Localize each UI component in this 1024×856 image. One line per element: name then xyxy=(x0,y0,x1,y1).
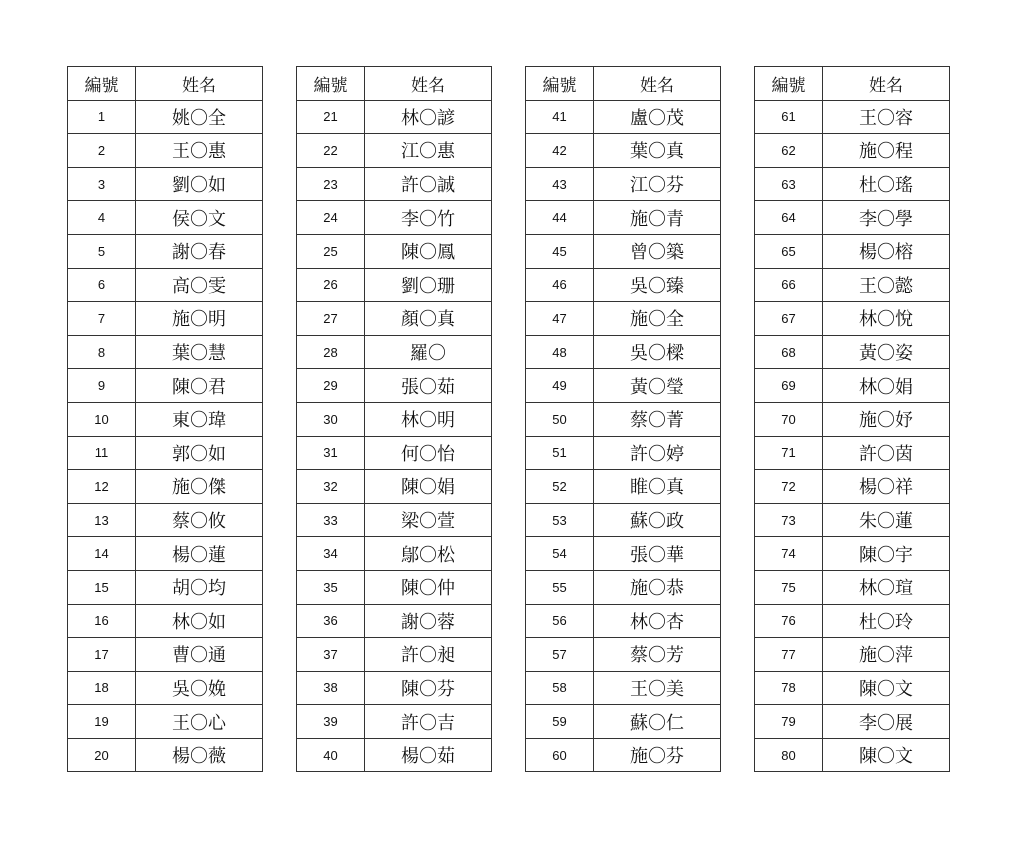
row-name: 張〇華 xyxy=(594,537,721,571)
row-number: 12 xyxy=(68,470,136,504)
row-name: 曹〇通 xyxy=(136,638,263,672)
row-number: 69 xyxy=(755,369,823,403)
table-row xyxy=(68,402,263,436)
row-number: 67 xyxy=(755,302,823,336)
table-row xyxy=(297,234,492,268)
row-name: 陳〇鳳 xyxy=(365,234,492,268)
row-name: 林〇諺 xyxy=(365,100,492,134)
row-number: 80 xyxy=(755,738,823,772)
table-row xyxy=(68,738,263,772)
table-row xyxy=(526,201,721,235)
row-name: 許〇婷 xyxy=(594,436,721,470)
row-name: 梁〇萱 xyxy=(365,503,492,537)
row-name: 陳〇文 xyxy=(823,671,950,705)
row-number: 20 xyxy=(68,738,136,772)
table-row xyxy=(297,705,492,739)
row-number: 8 xyxy=(68,335,136,369)
table-row xyxy=(297,402,492,436)
row-number: 24 xyxy=(297,201,365,235)
table-row xyxy=(68,302,263,336)
row-name: 李〇竹 xyxy=(365,201,492,235)
row-number: 71 xyxy=(755,436,823,470)
row-name: 黃〇姿 xyxy=(823,335,950,369)
row-name: 楊〇蓮 xyxy=(136,537,263,571)
row-name: 楊〇榕 xyxy=(823,234,950,268)
table-row xyxy=(526,436,721,470)
row-number: 7 xyxy=(68,302,136,336)
header-number: 編號 xyxy=(526,67,594,101)
row-number: 17 xyxy=(68,638,136,672)
row-number: 19 xyxy=(68,705,136,739)
row-name: 陳〇仲 xyxy=(365,570,492,604)
row-number: 37 xyxy=(297,638,365,672)
row-number: 59 xyxy=(526,705,594,739)
row-number: 52 xyxy=(526,470,594,504)
row-name: 王〇美 xyxy=(594,671,721,705)
table-row xyxy=(297,167,492,201)
row-number: 55 xyxy=(526,570,594,604)
row-name: 許〇昶 xyxy=(365,638,492,672)
row-name: 盧〇茂 xyxy=(594,100,721,134)
row-number: 10 xyxy=(68,402,136,436)
row-name: 蘇〇政 xyxy=(594,503,721,537)
row-number: 53 xyxy=(526,503,594,537)
table-row xyxy=(755,570,950,604)
table-row xyxy=(526,134,721,168)
row-name: 林〇明 xyxy=(365,402,492,436)
row-number: 45 xyxy=(526,234,594,268)
table-row xyxy=(68,335,263,369)
table-row xyxy=(68,436,263,470)
table-row xyxy=(755,369,950,403)
table-row xyxy=(526,100,721,134)
row-number: 6 xyxy=(68,268,136,302)
table-row xyxy=(755,134,950,168)
table-header-row xyxy=(755,67,950,101)
row-number: 36 xyxy=(297,604,365,638)
row-name: 蔡〇芳 xyxy=(594,638,721,672)
table-row xyxy=(526,705,721,739)
row-number: 41 xyxy=(526,100,594,134)
row-number: 27 xyxy=(297,302,365,336)
row-name: 劉〇珊 xyxy=(365,268,492,302)
row-name: 胡〇均 xyxy=(136,570,263,604)
table-row xyxy=(526,302,721,336)
row-name: 王〇惠 xyxy=(136,134,263,168)
row-number: 44 xyxy=(526,201,594,235)
roster-table-4 xyxy=(754,66,950,772)
row-name: 顏〇真 xyxy=(365,302,492,336)
table-row xyxy=(297,738,492,772)
table-row xyxy=(526,604,721,638)
table-row xyxy=(526,503,721,537)
row-name: 姚〇全 xyxy=(136,100,263,134)
table-row xyxy=(755,335,950,369)
row-name: 施〇恭 xyxy=(594,570,721,604)
row-name: 施〇芬 xyxy=(594,738,721,772)
table-row xyxy=(68,570,263,604)
table-row xyxy=(755,302,950,336)
table-row xyxy=(68,100,263,134)
row-number: 46 xyxy=(526,268,594,302)
table-row xyxy=(297,335,492,369)
row-name: 施〇全 xyxy=(594,302,721,336)
table-row xyxy=(755,167,950,201)
row-name: 楊〇薇 xyxy=(136,738,263,772)
row-number: 61 xyxy=(755,100,823,134)
row-name: 杜〇瑤 xyxy=(823,167,950,201)
table-row xyxy=(755,268,950,302)
table-row xyxy=(297,503,492,537)
table-row xyxy=(68,134,263,168)
table-header-row xyxy=(68,67,263,101)
table-row xyxy=(297,470,492,504)
table-row xyxy=(297,671,492,705)
row-number: 79 xyxy=(755,705,823,739)
row-name: 林〇杏 xyxy=(594,604,721,638)
row-number: 15 xyxy=(68,570,136,604)
row-name: 楊〇祥 xyxy=(823,470,950,504)
table-row xyxy=(68,604,263,638)
row-name: 侯〇文 xyxy=(136,201,263,235)
table-row xyxy=(526,167,721,201)
table-row xyxy=(755,234,950,268)
row-number: 35 xyxy=(297,570,365,604)
row-number: 54 xyxy=(526,537,594,571)
row-number: 70 xyxy=(755,402,823,436)
row-number: 48 xyxy=(526,335,594,369)
table-header-row xyxy=(526,67,721,101)
row-number: 51 xyxy=(526,436,594,470)
roster-table-2 xyxy=(296,66,492,772)
table-row xyxy=(755,604,950,638)
row-number: 21 xyxy=(297,100,365,134)
row-number: 43 xyxy=(526,167,594,201)
table-row xyxy=(755,638,950,672)
row-name: 劉〇如 xyxy=(136,167,263,201)
table-header-row xyxy=(297,67,492,101)
row-name: 施〇明 xyxy=(136,302,263,336)
table-row xyxy=(297,604,492,638)
row-number: 60 xyxy=(526,738,594,772)
row-name: 張〇茹 xyxy=(365,369,492,403)
table-row xyxy=(526,738,721,772)
table-row xyxy=(297,537,492,571)
table-row xyxy=(755,503,950,537)
header-name: 姓名 xyxy=(365,67,492,101)
row-number: 42 xyxy=(526,134,594,168)
row-name: 何〇怡 xyxy=(365,436,492,470)
row-number: 72 xyxy=(755,470,823,504)
row-name: 陳〇娟 xyxy=(365,470,492,504)
table-row xyxy=(755,537,950,571)
row-name: 陳〇君 xyxy=(136,369,263,403)
row-number: 30 xyxy=(297,402,365,436)
row-number: 75 xyxy=(755,570,823,604)
row-number: 50 xyxy=(526,402,594,436)
row-name: 楊〇茹 xyxy=(365,738,492,772)
row-name: 施〇妤 xyxy=(823,402,950,436)
row-name: 蘇〇仁 xyxy=(594,705,721,739)
header-number: 編號 xyxy=(297,67,365,101)
table-row xyxy=(68,234,263,268)
row-name: 陳〇文 xyxy=(823,738,950,772)
row-number: 22 xyxy=(297,134,365,168)
table-row xyxy=(526,268,721,302)
table-row xyxy=(68,638,263,672)
row-name: 江〇芬 xyxy=(594,167,721,201)
table-row xyxy=(68,369,263,403)
row-number: 49 xyxy=(526,369,594,403)
row-number: 73 xyxy=(755,503,823,537)
roster-table-3 xyxy=(525,66,721,772)
row-name: 王〇心 xyxy=(136,705,263,739)
row-number: 68 xyxy=(755,335,823,369)
row-name: 蔡〇菁 xyxy=(594,402,721,436)
table-row xyxy=(297,436,492,470)
row-number: 74 xyxy=(755,537,823,571)
roster-table-1 xyxy=(67,66,263,772)
row-number: 40 xyxy=(297,738,365,772)
row-name: 施〇傑 xyxy=(136,470,263,504)
table-row xyxy=(297,268,492,302)
row-name: 陳〇芬 xyxy=(365,671,492,705)
table-row xyxy=(297,134,492,168)
row-number: 57 xyxy=(526,638,594,672)
row-name: 杜〇玲 xyxy=(823,604,950,638)
table-row xyxy=(755,100,950,134)
table-row xyxy=(755,402,950,436)
row-name: 李〇展 xyxy=(823,705,950,739)
row-name: 郭〇如 xyxy=(136,436,263,470)
row-number: 34 xyxy=(297,537,365,571)
table-row xyxy=(755,470,950,504)
row-number: 26 xyxy=(297,268,365,302)
table-row xyxy=(755,705,950,739)
row-number: 9 xyxy=(68,369,136,403)
row-name: 吳〇臻 xyxy=(594,268,721,302)
row-number: 66 xyxy=(755,268,823,302)
table-row xyxy=(526,335,721,369)
row-number: 13 xyxy=(68,503,136,537)
table-row xyxy=(68,167,263,201)
row-name: 施〇青 xyxy=(594,201,721,235)
row-number: 78 xyxy=(755,671,823,705)
table-row xyxy=(297,302,492,336)
table-row xyxy=(526,470,721,504)
row-name: 王〇懿 xyxy=(823,268,950,302)
row-name: 謝〇春 xyxy=(136,234,263,268)
row-number: 76 xyxy=(755,604,823,638)
row-name: 睢〇真 xyxy=(594,470,721,504)
table-row xyxy=(68,671,263,705)
row-name: 葉〇真 xyxy=(594,134,721,168)
row-number: 33 xyxy=(297,503,365,537)
row-name: 江〇惠 xyxy=(365,134,492,168)
row-number: 25 xyxy=(297,234,365,268)
row-number: 77 xyxy=(755,638,823,672)
row-number: 23 xyxy=(297,167,365,201)
row-number: 64 xyxy=(755,201,823,235)
row-number: 47 xyxy=(526,302,594,336)
row-number: 58 xyxy=(526,671,594,705)
row-number: 28 xyxy=(297,335,365,369)
table-row xyxy=(755,436,950,470)
row-number: 4 xyxy=(68,201,136,235)
row-name: 許〇茵 xyxy=(823,436,950,470)
row-name: 謝〇蓉 xyxy=(365,604,492,638)
table-row xyxy=(68,268,263,302)
table-row xyxy=(526,402,721,436)
header-name: 姓名 xyxy=(594,67,721,101)
row-name: 許〇吉 xyxy=(365,705,492,739)
row-number: 11 xyxy=(68,436,136,470)
row-name: 羅〇 xyxy=(365,335,492,369)
table-row xyxy=(526,537,721,571)
row-name: 東〇瑋 xyxy=(136,402,263,436)
table-row xyxy=(297,201,492,235)
table-row xyxy=(297,369,492,403)
header-number: 編號 xyxy=(755,67,823,101)
row-name: 葉〇慧 xyxy=(136,335,263,369)
row-name: 林〇悅 xyxy=(823,302,950,336)
row-number: 39 xyxy=(297,705,365,739)
table-row xyxy=(526,671,721,705)
table-row xyxy=(297,570,492,604)
table-row xyxy=(297,638,492,672)
row-number: 62 xyxy=(755,134,823,168)
table-row xyxy=(755,738,950,772)
table-row xyxy=(755,201,950,235)
row-name: 陳〇宇 xyxy=(823,537,950,571)
row-number: 1 xyxy=(68,100,136,134)
table-row xyxy=(68,705,263,739)
row-number: 31 xyxy=(297,436,365,470)
row-number: 5 xyxy=(68,234,136,268)
row-number: 32 xyxy=(297,470,365,504)
row-name: 許〇誠 xyxy=(365,167,492,201)
row-name: 黃〇瑩 xyxy=(594,369,721,403)
table-row xyxy=(526,570,721,604)
row-number: 14 xyxy=(68,537,136,571)
row-name: 吳〇娩 xyxy=(136,671,263,705)
row-number: 3 xyxy=(68,167,136,201)
table-row xyxy=(526,638,721,672)
table-row xyxy=(68,201,263,235)
row-number: 56 xyxy=(526,604,594,638)
table-row xyxy=(297,100,492,134)
table-row xyxy=(68,537,263,571)
row-name: 李〇學 xyxy=(823,201,950,235)
row-name: 曾〇築 xyxy=(594,234,721,268)
row-name: 鄔〇松 xyxy=(365,537,492,571)
table-row xyxy=(755,671,950,705)
table-row xyxy=(526,234,721,268)
row-number: 18 xyxy=(68,671,136,705)
row-name: 林〇娟 xyxy=(823,369,950,403)
row-name: 吳〇樑 xyxy=(594,335,721,369)
row-number: 38 xyxy=(297,671,365,705)
row-number: 16 xyxy=(68,604,136,638)
row-name: 王〇容 xyxy=(823,100,950,134)
row-name: 林〇如 xyxy=(136,604,263,638)
table-row xyxy=(68,470,263,504)
header-name: 姓名 xyxy=(823,67,950,101)
row-number: 29 xyxy=(297,369,365,403)
row-name: 高〇雯 xyxy=(136,268,263,302)
row-name: 朱〇蓮 xyxy=(823,503,950,537)
row-name: 施〇萍 xyxy=(823,638,950,672)
table-row xyxy=(68,503,263,537)
row-number: 2 xyxy=(68,134,136,168)
row-name: 蔡〇攸 xyxy=(136,503,263,537)
row-number: 63 xyxy=(755,167,823,201)
header-name: 姓名 xyxy=(136,67,263,101)
row-number: 65 xyxy=(755,234,823,268)
header-number: 編號 xyxy=(68,67,136,101)
row-name: 施〇程 xyxy=(823,134,950,168)
row-name: 林〇瑄 xyxy=(823,570,950,604)
table-row xyxy=(526,369,721,403)
